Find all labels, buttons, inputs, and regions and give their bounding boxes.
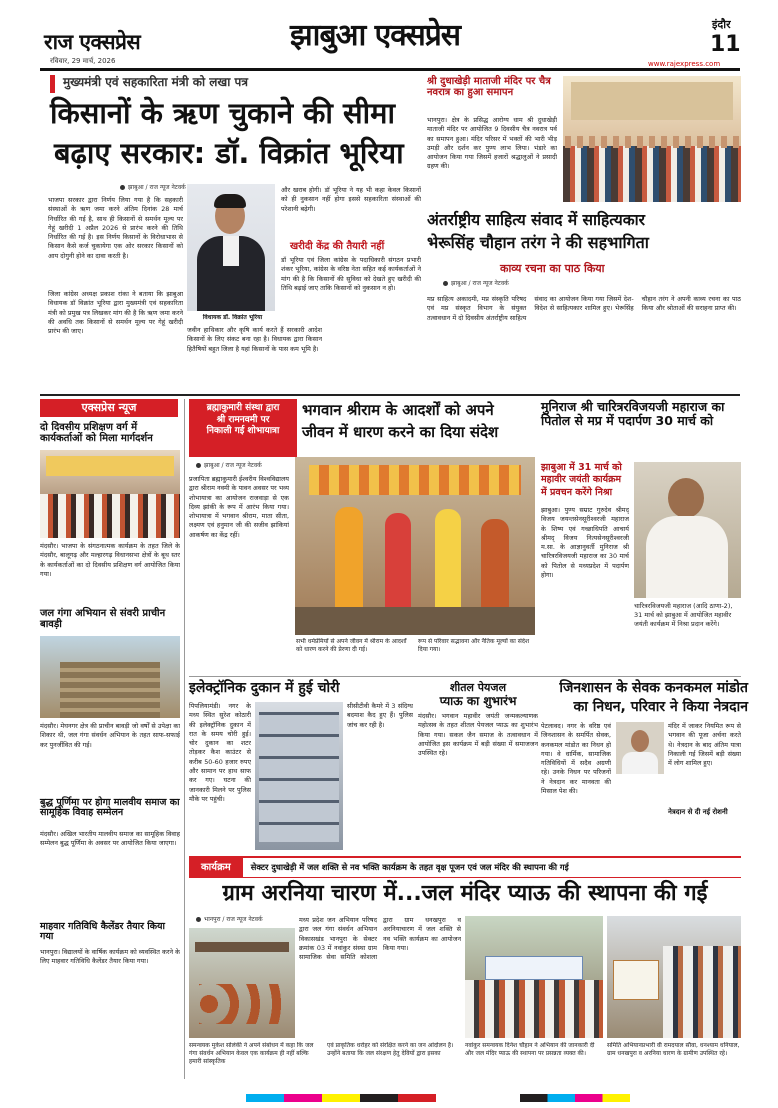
shobhayatra-caption-1: सभी धर्मप्रेमियों से अपने जीवन में श्रीराम के आदर्शों को धारण करने की प्रेरणा दी गई। xyxy=(296,638,407,654)
express-news-label xyxy=(40,399,178,417)
karyakram-caption-3: नवांकुर समन्वयक दिनेश चौहान ने अभियान की जानकारी दी और जल मंदिर प्याऊ की स्थापना पर प्रसन्नता व्यक्त की। xyxy=(465,1042,595,1058)
lead-body-5: डॉ भूरिया एवं जिला कांग्रेस के पदाधिकारी संगठन प्रभारी शंकर भूरिया, कांग्रेस के वरिष्ठ नेता सहित कई कार्यकर्ताओं ने मांग की है कि किसानों की सुविधा को देखते हुए खरीदी की तिथि बढ़ाई जाए ताकि किसानों को नुकसान न हो। xyxy=(281,256,421,292)
lead-body-1: भाजपा सरकार द्वारा निर्णय लिया गया है कि सहकारी संस्थाओं के ऋण जमा करने अंतिम दिनांक 28 मार्च निर्धारित की गई है, साथ ही किसानों से समर्थन मूल्य पर गेहूं खरीदी 1 अप्रैल 2026 से प्रारंभ करने की तिथि निर्धारित की गई है। इस निर्णय किसानों के विरोधाभास से किसान कैसे कर्ज चुकायेगा एक ओर सरकार किसानों को आय दोगुनी होने का दावा करती है। xyxy=(48,196,183,260)
express-item1-body: मंदसौर। भाजपा के संगठनात्मक कार्यक्रम के तहत जिले के मंदसौर, बालूगढ़ और मल्हारगढ़ विधानसभा क्षेत्रों के बूथ स्तर के कार्यकर्ताओं का दो दिवसीय प्रशिक्षण वर्ग आयोजित किया गया। xyxy=(40,542,180,578)
express-item2-headline: जल गंगा अभियान से संवरी प्राचीन बावड़ी xyxy=(40,608,166,630)
lead-body-4: और खराब होगी। डॉ भूरिया ने यह भी कहा केवल किसानों को ही नुकसान नहीं होगा इससे सहकारिता संस्थाओं की परेशानी बढ़ेगी। xyxy=(281,186,421,213)
tableau-base xyxy=(295,607,535,635)
shobhayatra-caption-2: रूप से परिवार सद्भावना और नैतिक मूल्यों का संदेश दिया गया। xyxy=(418,638,530,654)
stepwell-photo xyxy=(40,636,180,718)
literature-headline-2: भेरूसिंह चौहान तरंग ने की सहभागिता xyxy=(427,233,649,252)
tableau-figure-hanuman xyxy=(481,519,509,607)
training-photo xyxy=(40,450,180,538)
karyakram-byline xyxy=(196,916,263,924)
byline-bullet-icon xyxy=(196,917,201,922)
page-number: 11 xyxy=(710,32,741,57)
paper-title: राज एक्सप्रेस xyxy=(44,29,141,54)
jinshasan-portrait-photo xyxy=(616,722,664,774)
shobhayatra-kicker-3: निकाली गई शोभायात्रा xyxy=(206,426,280,437)
temple-people xyxy=(663,946,741,1038)
lead-headline-2: बढ़ाए सरकार: डॉ. विक्रांत भूरिया xyxy=(54,136,404,170)
express-item3-body: मंदसौर। अखिल भारतीय मालवीय समाज का सामूहिक विवाह सम्मेलन बुद्ध पूर्णिमा के अवसर पर आयोजित किया जाएगा। xyxy=(40,830,180,848)
shobhayatra-headline-1: भगवान श्रीराम के आदर्शों को अपने xyxy=(302,401,494,419)
byline-bullet-icon xyxy=(120,185,125,190)
jinshasan-shirt xyxy=(622,752,658,774)
tableau-figure-rama xyxy=(335,507,363,607)
piyau-headline-1: शीतल पेयजल xyxy=(449,681,507,694)
express-item1-headline: दो दिवसीय प्रशिक्षण वर्ग में कार्यकर्ताओं को मिला मार्गदर्शन xyxy=(40,422,153,444)
website[interactable]: www.rajexpress.com xyxy=(648,60,721,68)
piyau-headline-2: प्याऊ का शुभारंभ xyxy=(439,694,517,709)
lead-body-2: जिला कांग्रेस अध्यक्ष प्रकाश रांका ने बताया कि झाबुआ विधायक डॉ विक्रांत भूरिया द्वारा मुख्यमंत्री एवं सहकारिता मंत्री को प्रमुख पत्र लिखकर मांग की है कि ऋण जमा करने की अवधि तक किसानों से समर्थन मूल्य पर गेहूं खरीदी प्रारंभ की जाए। xyxy=(48,290,183,336)
jinshasan-face xyxy=(631,730,649,752)
training-people xyxy=(40,494,180,538)
photo-banner xyxy=(571,82,733,120)
lead-kicker xyxy=(50,75,465,93)
muniraj-subhead-3: में प्रवचन करेंगे निश्रा xyxy=(541,486,613,498)
lead-headline-1: किसानों के ऋण चुकाने की सीमा xyxy=(50,96,396,130)
muniraj-photo xyxy=(634,462,741,598)
express-item3-headline: बुद्ध पूर्णिमा पर होगा मालवीय समाज का सामूहिक विवाह सम्मेलन xyxy=(40,797,180,819)
lead-byline xyxy=(120,184,186,192)
water-temple-photo xyxy=(607,916,741,1038)
express-news-label-text: एक्सप्रेस न्यूज xyxy=(81,400,137,414)
karyakram-ticker: सेक्टर दुधाखेड़ी में जल शक्ति से नव भक्ति कार्यक्रम के तहत वृक्ष पूजन एवं जल मंदिर की स्थापना की गई xyxy=(250,862,569,873)
shobhayatra-kicker-1: ब्रह्माकुमारी संस्था द्वारा xyxy=(206,403,280,413)
literature-byline-text: झाबुआ / राज न्यूज नेटवर्क xyxy=(451,280,509,287)
tableau-canopy xyxy=(309,465,521,495)
edition-title: झाबुआ एक्सप्रेस xyxy=(290,18,461,53)
group-people xyxy=(465,980,603,1038)
jinshasan-subhead: नेत्रदान से दी नई रोशनी xyxy=(668,808,728,816)
lead-byline-text: झाबुआ / राज न्यूज नेटवर्क xyxy=(128,184,186,191)
muniraj-subhead-1: झाबुआ में 31 मार्च को xyxy=(541,462,622,473)
column-divider xyxy=(184,399,185,1079)
photo-crowd xyxy=(563,146,741,202)
mla-portrait-photo xyxy=(187,184,275,311)
karyakram-caption-2: एवं प्राकृतिक धरोहर को संरक्षित करने का जन आंदोलन है। उन्होंने बताया कि जल संरक्षण हेतु देवियों द्वारा इसका xyxy=(327,1042,454,1058)
muniraj-photo-caption: चारित्ररविजयजी महाराज (आदि ठाणा-2), 31 मार्च को झाबुआ में आयोजित महावीर जयंती कार्यक्रम में निश्रा प्रदान करेंगे। xyxy=(634,602,733,628)
karyakram-body: मध्य प्रदेश जन अभियान परिषद द्वारा जल गंगा संवर्धन अभियान विकासखंड भानपुरा के सेक्टर क्रमांक 03 में नवांकुर संस्था ग्राम सामाजिक सेवा समिति कोशला द्वारा ग्राम धनखपुरा व अरनियाचारण में जल शक्ति से नव भक्ति कार्यक्रम का आयोजन किया गया। xyxy=(299,916,461,962)
monk-robe xyxy=(646,516,728,598)
karyakram-label xyxy=(189,858,243,878)
pot-shed xyxy=(195,942,289,952)
lead-kicker-text: मुख्यमंत्री एवं सहकारिता मंत्री को लखा पत्र xyxy=(63,75,248,89)
group-banner xyxy=(485,956,583,980)
shop-shelves xyxy=(259,712,339,842)
karyakram-bar xyxy=(189,856,741,878)
express-item4-headline: माहवार गतिविधि कैलेंडर तैयार किया गया xyxy=(40,921,166,943)
shobhayatra-kicker-box xyxy=(189,399,297,457)
jinshasan-headline-1: जिनशासन के सेवक कनकमल मांडोत xyxy=(559,680,748,696)
edition-city: इंदौर xyxy=(712,18,731,31)
express-item2-body: मंदसौर। मेघनगर क्षेत्र की प्राचीन बावड़ी जो वर्षों से उपेक्षा का शिकार थी, जल गंगा संवर्धन अभियान के तहत साफ-सफाई कर पुनर्जीवित की गई। xyxy=(40,722,180,749)
navratri-headline: श्री दुधाखेड़ी माताजी मंदिर पर चैत्र नवरात्र का हुआ समापन xyxy=(427,76,551,98)
express-item4-body: भानपुरा। विद्यालयों के वार्षिक कार्यक्रम को व्यवस्थित करने के लिए माहवार गतिविधि कैलेंडर तैयार किया गया। xyxy=(40,948,180,966)
jinshasan-body: पेटलावद। नगर के वरिष्ठ एवं जिनशासन के समर्पित सेवक, कनकमल मांडोत का निधन हो गया। वे धार्मिक, सामाजिक गतिविधियों में सदैव अग्रणी रहे। उनके निधन पर परिजनों ने नेत्रदान कर मानवता की मिसाल पेश की। xyxy=(541,722,611,795)
pots-row xyxy=(199,984,285,1024)
tableau-figure-lakshman xyxy=(435,509,461,607)
training-banner xyxy=(46,456,174,476)
literature-byline xyxy=(443,280,509,288)
lead-subhead: खरीदी केंद्र की तैयारी नहीं xyxy=(290,241,385,252)
karyakram-label-text: कार्यक्रम xyxy=(201,861,231,873)
muniraj-headline: मुनिराज श्री चारित्ररविजयजी महाराज का पितोल से मप्र में पदार्पण 30 मार्च को xyxy=(541,399,725,428)
shobhayatra-headline-2: जीवन में धारण करने का दिया संदेश xyxy=(302,423,499,441)
electronics-shop-photo xyxy=(255,702,343,850)
byline-bullet-icon xyxy=(196,463,201,468)
group-banner-photo xyxy=(465,916,603,1038)
shobhayatra-photo xyxy=(295,457,535,635)
karyakram-caption-1: समन्वयक मुकेश सोलंकी ने अपने संबोधन में कहा कि जल गंगा संवर्धन अभियान केवल एक कार्यक्रम ही नहीं बल्कि हमारी सांस्कृतिक xyxy=(189,1042,314,1066)
shobhayatra-body: प्रजापिता ब्रह्माकुमारी ईश्वरीय विश्वविद्यालय द्वारा श्रीराम नवमी के पावन अवसर पर भव्य शोभायात्रा का आयोजन राजवाड़ा से एक दिव्य झांकी के रूप में आरंभ किया गया। शोभायात्रा में भगवान श्रीराम, माता सीता, लक्ष्मण एवं हनुमान जी की सजीव झांकियां आकर्षण का केंद्र रहीं। xyxy=(189,475,289,539)
literature-subhead: काव्य रचना का पाठ किया xyxy=(500,262,605,275)
shobhayatra-byline xyxy=(196,462,262,470)
karyakram-byline-text: भानपुरा / राज न्यूज नेटवर्क xyxy=(204,916,263,923)
stepwell-structure xyxy=(60,662,160,718)
print-color-bar xyxy=(246,1094,436,1102)
piyau-body: मंदसौर। भगवान महावीर जयंती जन्मकल्याणक महोत्सव के तहत शीतल पेयजल प्याऊ का शुभारंभ किया गया। सकल जैन समाज के तत्वावधान में आयोजित इस कार्यक्रम में बड़ी संख्या में समाजजन उपस्थित रहे। xyxy=(418,712,538,758)
literature-headline-1: अंतर्राष्ट्रीय साहित्य संवाद में साहित्यकार xyxy=(427,211,645,229)
issue-date: रविवार, 29 मार्च, 2026 xyxy=(50,57,116,65)
photo-faces xyxy=(563,136,741,148)
muniraj-subhead-2: महावीर जयंती कार्यक्रम xyxy=(541,474,622,486)
theft-body-2: सीसीटीवी कैमरे में 3 संदिग्ध बदमाश कैद हुए हैं। पुलिस जांच कर रही है। xyxy=(347,702,413,729)
theft-body: पिपलियामंडी। नगर के मध्य स्थित सुरेश कोठारी की इलेक्ट्रॉनिक दुकान में रात के समय चोरी हुई। चोर दुकान का शटर तोड़कर कैश काउंटर से करीब 50-60 हजार रुपए और सामान पर हाथ साफ कर गए। घटना की जानकारी मिलने पर पुलिस मौके पर पहुंची। xyxy=(189,702,251,803)
muniraj-body: झाबुआ। पुण्य सम्राट गुरुदेव श्रीमद् विजय जयन्तसेनसूरीश्वरजी महाराज के शिष्य एवं गच्छाधिपति आचार्य श्रीमद् विजय नित्यसेनसूरीश्वरजी म.सा. के आज्ञानुवर्ती मुनिराज श्री चारित्ररविजयजी महाराज का 30 मार्च को पितोल से मध्यप्रदेश में पदार्पण होगा। xyxy=(541,506,629,579)
section-divider xyxy=(189,676,741,677)
karyakram-caption-4: समिति अभियानप्रभारी वी रामदयाल सौवा, धनश्याम धनियाल, ग्राम धनखपुरा व अरनिया चारण के ग्रामीण उपस्थित रहे। xyxy=(607,1042,740,1058)
literature-body: मप्र साहित्य अकादमी, मप्र संस्कृति परिषद एवं मप्र संस्कृत विभाग के संयुक्त तत्वावधान में दो दिवसीय अंतर्राष्ट्रीय साहित्य संवाद का आयोजन किया गया जिसमें देश-विदेश से साहित्यकार शामिल हुए। भेरूसिंह चौहान तरंग ने अपनी काव्य रचना का पाठ किया और श्रोताओं की सराहना प्राप्त की। xyxy=(427,295,741,322)
tableau-figure-sita xyxy=(385,513,411,607)
jinshasan-body-2: मंदिर में जाकर नियमित रूप से भगवान की पूजा अर्चना करते थे। नेत्रदान के बाद अंतिम यात्रा निकाली गई जिसमें बड़ी संख्या में लोग शामिल हुए। xyxy=(668,722,741,768)
portrait-hair xyxy=(214,194,246,208)
literature-event-photo xyxy=(563,76,741,202)
byline-bullet-icon xyxy=(443,281,448,286)
masthead-rule xyxy=(40,68,740,71)
shobhayatra-kicker-2: श्री रामनवमी पर xyxy=(216,414,270,425)
portrait-shirt xyxy=(223,236,239,266)
temple-banner xyxy=(613,960,659,1000)
print-color-bar-right xyxy=(520,1094,630,1102)
karyakram-headline: ग्राम अरनिया चारण में...जल मंदिर प्याऊ की स्थापना की गई xyxy=(222,881,708,906)
monk-head xyxy=(668,478,704,518)
jinshasan-headline-2: का निधन, परिवार ने किया नेत्रदान xyxy=(573,699,748,715)
water-pot-photo xyxy=(189,928,295,1038)
portrait-caption: विधायक डॉ. विक्रांत भूरिया xyxy=(202,314,263,321)
shobhayatra-byline-text: झाबुआ / राज न्यूज नेटवर्क xyxy=(204,462,262,469)
section-divider xyxy=(40,394,740,396)
theft-headline: इलेक्ट्रॉनिक दुकान में हुई चोरी xyxy=(189,680,340,696)
navratri-body: भानपुरा। क्षेत्र के प्रसिद्ध आरोग्य धाम श्री दुधाखेड़ी माताजी मंदिर पर आयोजित 9 दिवसीय चैत्र नवरात्र पर्व का समापन हुआ। मंदिर परिसर में भक्तों की भारी भीड़ उमड़ी और दर्शन कर पुण्य लाभ लिया। भंडारे का आयोजन किया गया जिसमें हजारों श्रद्धालुओं ने प्रसादी ग्रहण की। xyxy=(427,116,557,171)
lead-body-3: जवीन हाथिकार और कृषि कार्य करते हैं सरकारी आदेश किसानों के लिए संकट बना रहा है। विधायक द्वारा किसान हितैषियों बहुत जिला है यहां किसानों के पास कम भूमि है। xyxy=(187,326,322,353)
